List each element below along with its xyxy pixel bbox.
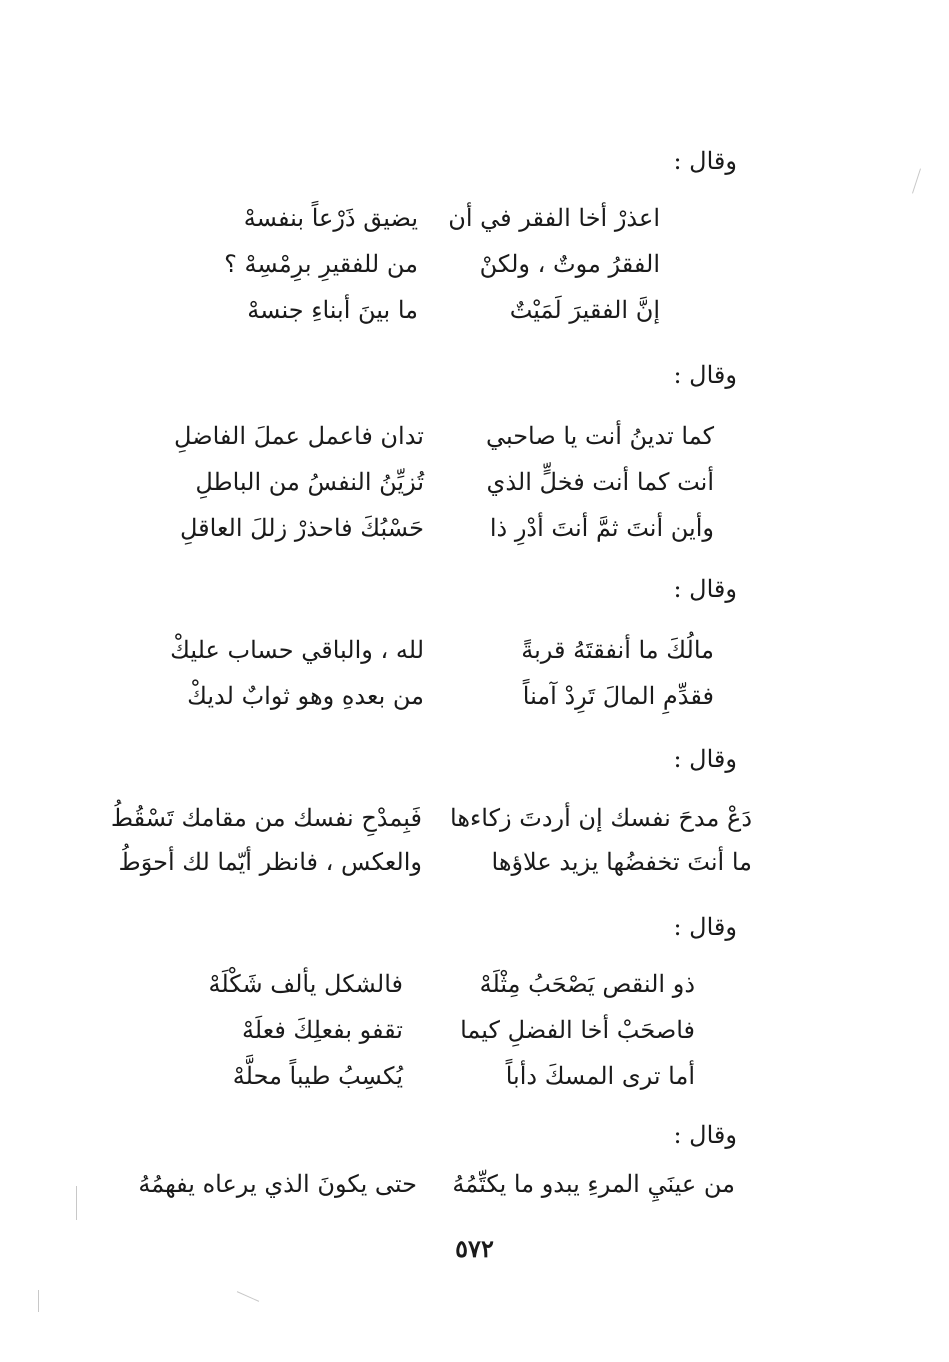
verse-second-hemistich: ما بينَ أبناءِ جنسهْ <box>247 296 418 324</box>
verse-first-hemistich: اعذرْ أخا الفقر في أن <box>448 204 660 232</box>
scan-mark <box>38 1290 39 1312</box>
verse <box>150 1010 695 1050</box>
verse-second-hemistich: حتى يكونَ الذي يرعاه يفهمُهُ <box>138 1170 417 1198</box>
verse <box>140 462 714 502</box>
verse-first-hemistich: أنت كما أنت فخلٍّ الذي <box>486 468 714 496</box>
page-number: ٥٧٢ <box>455 1234 494 1263</box>
verse-second-hemistich: تدان فاعمل عملَ الفاضلِ <box>174 422 424 450</box>
verse <box>150 1056 695 1096</box>
scan-mark <box>76 1186 77 1220</box>
verse-first-hemistich: فقدِّمِ المالَ تَرِدْ آمناً <box>522 682 714 710</box>
poem-intro: وقال : <box>673 575 737 603</box>
verse-first-hemistich: دَعْ مدحَ نفسك إن أردتَ زكاءها <box>450 804 752 832</box>
verse <box>190 198 660 238</box>
verse-second-hemistich: تقفو بفعلِكَ فعلَهْ <box>241 1016 403 1044</box>
verse-second-hemistich: تُزيِّنُ النفسُ من الباطلِ <box>195 468 424 496</box>
verse-second-hemistich: من بعدهِ وهو ثوابٌ لديكْ <box>187 682 424 710</box>
verse-first-hemistich: ما أنتَ تخفضُها يزيد علاؤها <box>491 848 752 876</box>
verse <box>140 676 714 716</box>
verse-first-hemistich: كما تدينُ أنت يا صاحبي <box>485 422 714 450</box>
verse <box>140 630 714 670</box>
verse-second-hemistich: فَبِمدْحِ نفسك من مقامك تَسْقُطُ <box>110 804 422 832</box>
verse-first-hemistich: الفقرُ موتٌ ، ولكنْ <box>479 250 660 278</box>
verse-second-hemistich: والعكس ، فانظر أيّما لك أحوَطُ <box>118 848 422 876</box>
verse-first-hemistich: ذو النقص يَصْحَبُ مِثْلَهْ <box>479 970 695 998</box>
verse-first-hemistich: فاصحَبْ أخا الفضلِ كيما <box>460 1016 695 1044</box>
verse <box>190 244 660 284</box>
verse-first-hemistich: مالُكَ ما أنفقتَهُ قربةً <box>521 636 714 664</box>
poem-intro: وقال : <box>673 147 737 175</box>
verse-first-hemistich: أما ترى المسكَ دأباً <box>505 1062 695 1090</box>
verse-first-hemistich: وأين أنتَ ثمَّ أنتَ أدْرِ ذا <box>489 514 714 542</box>
verse-second-hemistich: يُكسِبُ طيباً محلَّهْ <box>232 1062 403 1090</box>
poem-intro: وقال : <box>673 361 737 389</box>
verse <box>110 1164 735 1204</box>
verse-second-hemistich: من للفقيرِ برِمْسِهْ ؟ <box>224 250 418 278</box>
verse <box>140 508 714 548</box>
scan-mark <box>912 168 921 193</box>
verse-second-hemistich: فالشكل يألف شَكْلَهْ <box>208 970 403 998</box>
poem-intro: وقال : <box>673 913 737 941</box>
verse <box>100 798 752 838</box>
scan-mark <box>237 1291 259 1302</box>
verse <box>100 842 752 882</box>
verse-first-hemistich: إنَّ الفقيرَ لَمَيْتٌ <box>509 296 660 324</box>
verse-second-hemistich: لله ، والباقي حساب عليكْ <box>170 636 424 664</box>
verse-first-hemistich: من عينَيِ المرءِ يبدو ما يكتِّمُهُ <box>452 1170 735 1198</box>
poem-intro: وقال : <box>673 745 737 773</box>
verse <box>190 290 660 330</box>
verse-second-hemistich: يضيق ذَرْعاً بنفسهْ <box>243 204 418 232</box>
poem-intro: وقال : <box>673 1121 737 1149</box>
verse <box>150 964 695 1004</box>
verse-second-hemistich: حَسْبُكَ فاحذرْ زللَ العاقلِ <box>179 514 424 542</box>
verse <box>140 416 714 456</box>
